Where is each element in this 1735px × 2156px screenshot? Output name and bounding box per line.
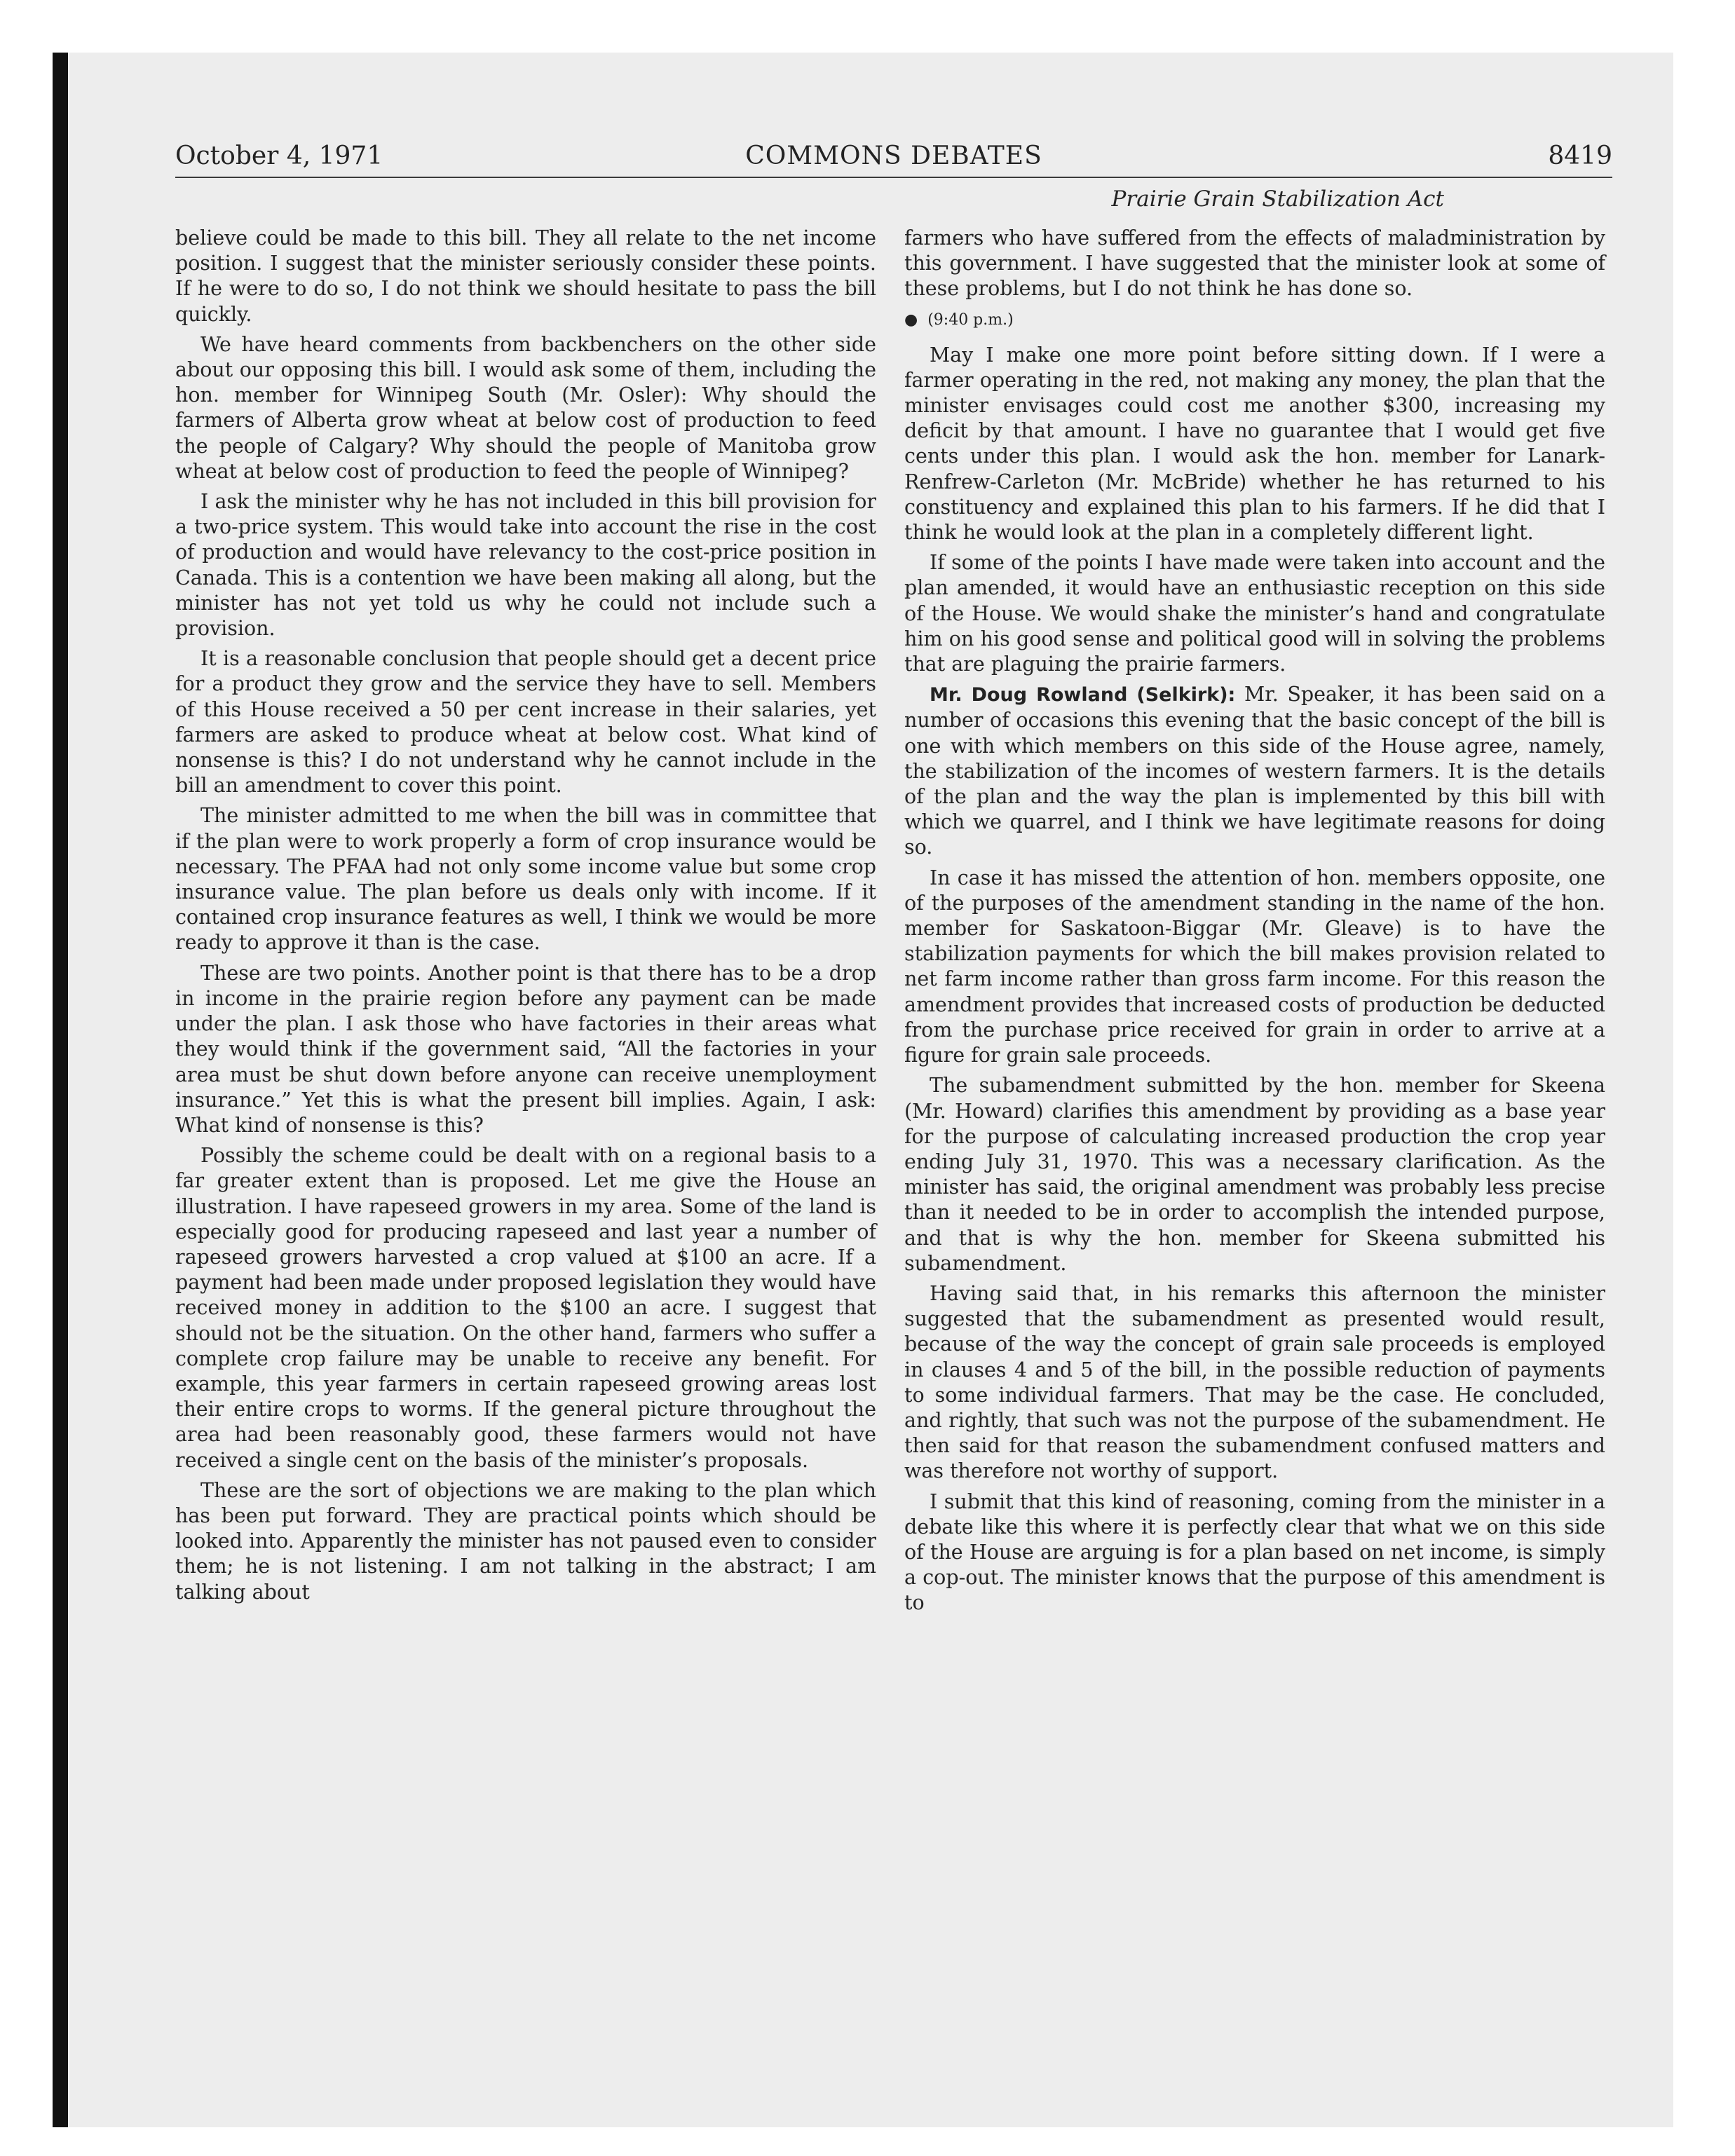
paragraph: May I make one more point before sitting down. If I were a farmer operating in the red, not making any money, the plan that the minister envisages could cost me another $300, increasing my deficit by that amount. I have no guarantee that I would get five cents under this plan. I would ask the hon. member for Lanark-Renfrew-Carleton (Mr. McBride) whether he has returned to his constituency and explained this plan to his farmers. If he did that I think he would look at the plan in a completely different light.: [904, 343, 1605, 545]
paragraph: The minister admitted to me when the bill was in committee that if the plan were to work properly a form of crop insurance would be necessary. The PFAA had not only some income value but some crop insurance value. The plan before us deals only with income. If it contained crop insurance features as well, I think we would be more ready to approve it than is the case.: [175, 804, 876, 955]
paragraph: These are two points. Another point is that there has to be a drop in income in the prairie region before any payment can be made under the plan. I ask those who have factories in their areas what they would think if the government said, “All the factories in your area must be shut down before anyone can receive unemployment insurance.” Yet this is what the present bill implies. Again, I ask: What kind of nonsense is this?: [175, 961, 876, 1137]
paragraph: I submit that this kind of reasoning, coming from the minister in a debate like this where it is perfectly clear that what we on this side of the House are arguing is for a plan based on net income, is simply a cop-out. The minister knows that the purpose of this amendment is to: [904, 1489, 1605, 1615]
paragraph: In case it has missed the attention of hon. members opposite, one of the purposes of the amendment standing in the name of the hon. member for Saskatoon-Biggar (Mr. Gleave) is to have the stabilization payments for which the bill makes provision related to net farm income rather than gross farm income. For this reason the amendment provides that increased costs of production be deducted from the purchase price received for grain in order to arrive at a figure for grain sale proceeds.: [904, 866, 1605, 1067]
speech-opening: [904, 682, 1605, 860]
speaker-name: Mr. Doug Rowland (Selkirk):: [930, 684, 1236, 707]
right-column: [904, 226, 1605, 1621]
paragraph: Having said that, in his remarks this afternoon the minister suggested that the subamendment as presented would result, because of the way the concept of grain sale proceeds is employed in clauses 4 and 5 of the bill, in the possible reduction of payments to some individual farmers. That may be the case. He concluded, and rightly, that such was not the purpose of the subamendment. He then said for that reason the subamendment confused matters and was therefore not worthy of support.: [904, 1281, 1605, 1483]
time-stamp: [904, 308, 1605, 333]
paragraph: farmers who have suffered from the effects of maladministration by this government. I have suggested that the minister look at some of these problems, but I do not think he has done so.: [904, 226, 1605, 301]
text-columns: [175, 226, 1612, 1950]
document-page: [175, 140, 1612, 1950]
paragraph: We have heard comments from backbenchers on the other side about our opposing this bill. I would ask some of them, including the hon. member for Winnipeg South (Mr. Osler): Why should the farmers of Alberta grow wheat at below cost of production to feed the people of Calgary? Why should the people of Manitoba grow wheat at below cost of production to feed the people of Winnipeg?: [175, 332, 876, 483]
header-date: October 4, 1971: [175, 142, 383, 170]
paragraph: These are the sort of objections we are making to the plan which has been put forward. They are practical points which should be looked into. Apparently the minister has not paused even to consider them; he is not listening. I am not talking in the abstract; I am talking about: [175, 1478, 876, 1604]
bullet-icon: ●: [904, 311, 918, 329]
paragraph: Possibly the scheme could be dealt with on a regional basis to a far greater extent than is proposed. Let me give the House an illustration. I have rapeseed growers in my area. Some of the land is especially good for producing rapeseed and last year a number of rapeseed growers harvested a crop valued at $100 an acre. If a payment had been made under proposed legislation they would have received money in addition to the $100 an acre. I suggest that should not be the situation. On the other hand, farmers who suffer a complete crop failure may be unable to receive any benefit. For example, this year farmers in certain rapeseed growing areas lost their entire crops to worms. If the general picture throughout the area had been reasonably good, these farmers would not have received a single cent on the basis of the minister’s proposals.: [175, 1144, 876, 1472]
paragraph: It is a reasonable conclusion that people should get a decent price for a product they grow and the service they have to sell. Members of this House received a 50 per cent increase in their salaries, yet farmers are asked to produce wheat at below cost. What kind of nonsense is this? I do not understand why he cannot include in the bill an amendment to cover this point.: [175, 647, 876, 798]
paragraph: believe could be made to this bill. They all relate to the net income position. I suggest that the minister seriously consider these points. If he were to do so, I do not think we should hesitate to pass the bill quickly.: [175, 226, 876, 326]
left-column: [175, 226, 876, 1610]
paragraph: The subamendment submitted by the hon. member for Skeena (Mr. Howard) clarifies this amendment by providing as a base year for the purpose of calculating increased production the crop year ending July 31, 1970. This was a necessary clarification. As the minister has said, the original amendment was probably less precise than it needed to be in order to accomplish the intended purpose, and that is why the hon. member for Skeena submitted his subamendment.: [904, 1074, 1605, 1275]
paragraph: If some of the points I have made were taken into account and the plan amended, it would have an enthusiastic reception on this side of the House. We would shake the minister’s hand and congratulate him on his good sense and political good will in solving the problems that are plaguing the prairie farmers.: [904, 551, 1605, 676]
paragraph: I ask the minister why he has not included in this bill provision for a two-price system. This would take into account the rise in the cost of production and would have relevancy to the cost-price position in Canada. This is a contention we have been making all along, but the minister has not yet told us why he could not include such a provision.: [175, 490, 876, 641]
binding-edge: [53, 53, 68, 2127]
header-title: COMMONS DEBATES: [745, 142, 1042, 170]
speech-text: Mr. Speaker, it has been said on a number of occasions this evening that the basic concept of the bill is one with which members on this side of the House agree, namely, the stabilization of the incomes of western farmers. It is the details of the plan and the way the plan is implemented by this bill with which we quarrel, and I think we have legitimate reasons for doing so.: [904, 683, 1605, 859]
time-stamp-text: (9:40 p.m.): [927, 311, 1014, 329]
running-header: [175, 140, 1612, 178]
section-subheader: Prairie Grain Stabilization Act: [1111, 186, 1444, 212]
page-number: 8419: [1548, 142, 1612, 170]
